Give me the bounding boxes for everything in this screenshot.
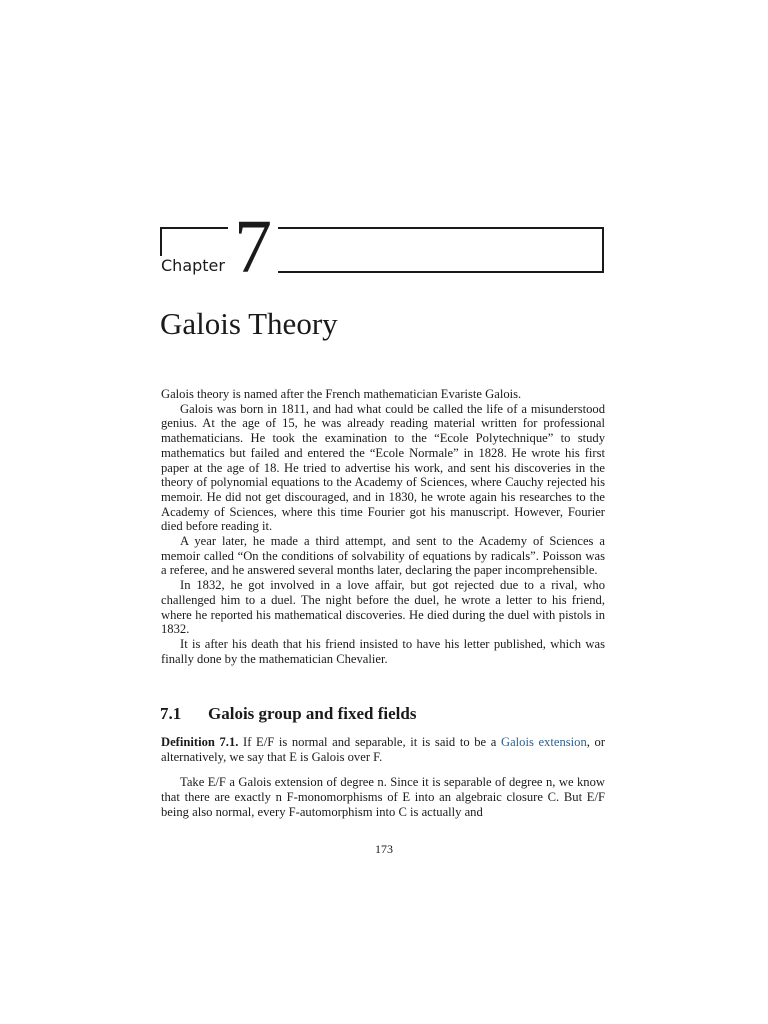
continuation-paragraph: Take E/F a Galois extension of degree n. Since it is separable of degree n, we know that there are exactly n F-monomorphisms of E into an algebraic closure C. But E/F being also normal, every F-automorphism into C is actually and (161, 775, 605, 819)
page-number: 173 (375, 842, 393, 856)
chapter-number: 7 (228, 212, 278, 280)
intro-text (161, 387, 605, 666)
definition-text: If E/F is normal and separable, it is said to be a (238, 735, 501, 749)
chapter-label: Chapter (160, 256, 233, 278)
definition-block (161, 735, 605, 765)
paragraph: A year later, he made a third attempt, and sent to the Academy of Sciences a memoir called “On the conditions of solvability of equations by radicals”. Poisson was a referee, and he answered several months later, declaring the paper incomprehensible. (161, 534, 605, 578)
definition-text-end: , or alternatively, we say that E is Galois over F. (161, 735, 606, 764)
chapter-title: Galois Theory (160, 306, 338, 341)
section-number: 7.1 (160, 704, 182, 723)
paragraph: It is after his death that his friend insisted to have his letter published, which was finally done by the mathematician Chevalier. (161, 636, 605, 666)
section-title: Galois group and fixed fields (208, 704, 417, 723)
paragraph: In 1832, he got involved in a love affair, but got rejected due to a rival, who challenged him to a duel. The night before the duel, he wrote a letter to his friend, where he reported his mathematical discoveries. He died during the duel with pistols in 1832. (161, 578, 605, 637)
definition-label: Definition 7.1. (161, 735, 239, 749)
galois-extension-link[interactable]: Galois extension (500, 735, 587, 749)
paragraph: Galois was born in 1811, and had what could be called the life of a misunderstood genius. At the age of 15, he was already reading material written for professional mathematicians. He took the examination to the “Ecole Polytechnique” to study mathematics but failed and entered the “Ecole Normale” in 1828. He wrote his first paper at the age of 18. He tried to advertise his work, and sent his discoveries in the theory of polynomial equations to the Academy of Sciences, where Cauchy rejected his memoir. He did not get discouraged, and in 1830, he wrote again his researches to the Academy of Sciences, where this time Fourier got his manuscript. However, Fourier died before reading it. (161, 401, 605, 534)
section-heading (160, 703, 416, 725)
paragraph: Galois theory is named after the French mathematician Evariste Galois. (161, 387, 522, 401)
